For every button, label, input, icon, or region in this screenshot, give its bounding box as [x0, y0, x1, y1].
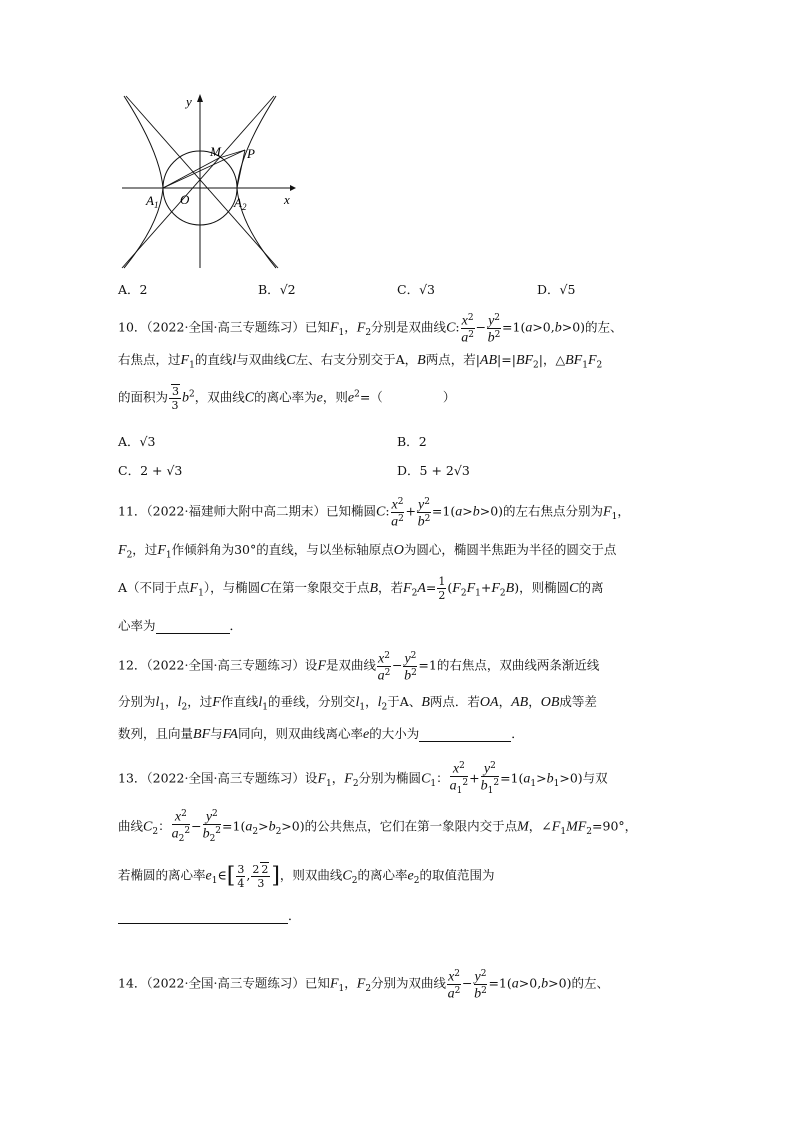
q13-line4: ． — [118, 906, 301, 924]
q9-option-c[interactable]: C．√3 — [397, 282, 435, 297]
q9-option-a[interactable]: A．2 — [118, 282, 148, 297]
q13-source: （2022·全国·高三专题练习） — [146, 770, 305, 786]
q10-number: 10． — [118, 319, 147, 335]
q10-option-c[interactable]: C．2 + √3 — [118, 463, 183, 478]
q10-option-a[interactable]: A．√3 — [118, 434, 156, 449]
q14-source: （2022·全国·高三专题练习） — [146, 975, 305, 991]
q13-number: 13． — [118, 770, 147, 786]
q12-line1: 12．（2022·全国·高三专题练习）设F是双曲线 $\frac{x^2}{a^2}$ − $\frac{y^2}{b^2}$ =1的右焦点，双曲线两条渐近线 — [118, 651, 600, 684]
label-y: y — [186, 94, 192, 109]
label-M: M — [210, 144, 221, 159]
q12-line2: 分别为$l_1$，$l_2$，过F作直线$l_1$的垂线，分别交$l_1$，$l_2$于A、B两点．若OA，AB，OB成等差 — [118, 694, 597, 713]
q11-source: （2022·福建师大附中高二期末） — [146, 503, 326, 519]
hyperbola-circle-figure — [118, 92, 298, 272]
label-O: O — [180, 192, 190, 207]
label-x: x — [284, 192, 290, 207]
q13-line3: 若椭圆的离心率$e_1\in$[ $\frac{3}{4}$ , $\frac{2 2}{3}$ ]，则双曲线$C_2$的离心率$e_2$的取值范围为 — [118, 862, 495, 890]
label-A2: $A_2$ — [234, 195, 247, 212]
q11-answer-blank[interactable] — [156, 618, 230, 634]
q11-line2: $F_2$，过$F_1$作倾斜角为30°的直线，与以坐标轴原点O为圆心，椭圆半焦距为半径的圆交于点 — [118, 542, 617, 561]
q11-line1: 11．（2022·福建师大附中高二期末）已知椭圆C: $\frac{x^2}{a^2}$ + $\frac{y^2}{b^2}$ =1(a>b>0)的左右焦点分别为$F_1$， — [118, 497, 630, 530]
q13-line1: 13．（2022·全国·高三专题练习）设$F_1$，$F_2$分别为椭圆$C_1$： $\frac{x^2}{a_1^2}$ + $\frac{y^2}{b_1^2}$ $=1(a_1>b_1>0)$与双 — [118, 761, 608, 796]
q11-line3: A（不同于点$F_1$），与椭圆C在第一象限交于点B，若$F_2A=$ $\frac{1}{2}$ $(F_2F_1+F_2B)$，则椭圆C的离 — [118, 575, 604, 602]
q12-line3: 数列，且向量BF与FA同向，则双曲线离心率e的大小为 ． — [118, 726, 524, 742]
q11-line4: 心率为 ． — [118, 618, 243, 633]
q11-number: 11． — [118, 503, 147, 519]
q14-line1: 14．（2022·全国·高三专题练习）已知$F_1$，$F_2$分别为双曲线 $\frac{x^2}{a^2}$ − $\frac{y^2}{b^2}$ =1(a>0,b>0)的左、 — [118, 969, 609, 1002]
label-A1: $A_1$ — [146, 193, 159, 210]
q9-option-b[interactable]: B．√2 — [258, 282, 296, 297]
q10-source: （2022·全国·高三专题练习） — [146, 319, 305, 335]
q10-line1: 10．（2022·全国·高三专题练习）已知$F_1$，$F_2$分别是双曲线C: $\frac{x^2}{a^2}$ − $\frac{y^2}{b^2}$ =1(a>0,b>0)的左、 — [118, 313, 623, 346]
q10-option-d[interactable]: D．5 + 2√3 — [397, 463, 470, 478]
q14-number: 14． — [118, 975, 147, 991]
label-P: P — [247, 146, 255, 161]
q10-line2: 右焦点，过$F_1$的直线l与双曲线C左、右支分别交于A，B两点，若$|AB|=|BF_2|$，$\triangle BF_1F_2$ — [118, 352, 603, 371]
q12-number: 12． — [118, 657, 147, 673]
q12-source: （2022·全国·高三专题练习） — [146, 657, 305, 673]
q13-answer-blank[interactable] — [118, 908, 288, 924]
q13-line2: 曲线$C_2$： $\frac{x^2}{a_2^2}$ − $\frac{y^2}{b_2^2}$ $=1(a_2>b_2>0)$的公共焦点，它们在第一象限内交于点M，$\angle F_1MF_2=90^\circ$， — [118, 809, 638, 844]
q10-option-b[interactable]: B．2 — [397, 434, 427, 449]
q10-line3: 的面积为 $\frac{3}{3}$ $b^2$，双曲线C的离心率为e，则$e^2=$（ ） — [118, 385, 456, 412]
q9-option-d[interactable]: D．√5 — [537, 282, 576, 297]
q12-answer-blank[interactable] — [419, 726, 511, 742]
